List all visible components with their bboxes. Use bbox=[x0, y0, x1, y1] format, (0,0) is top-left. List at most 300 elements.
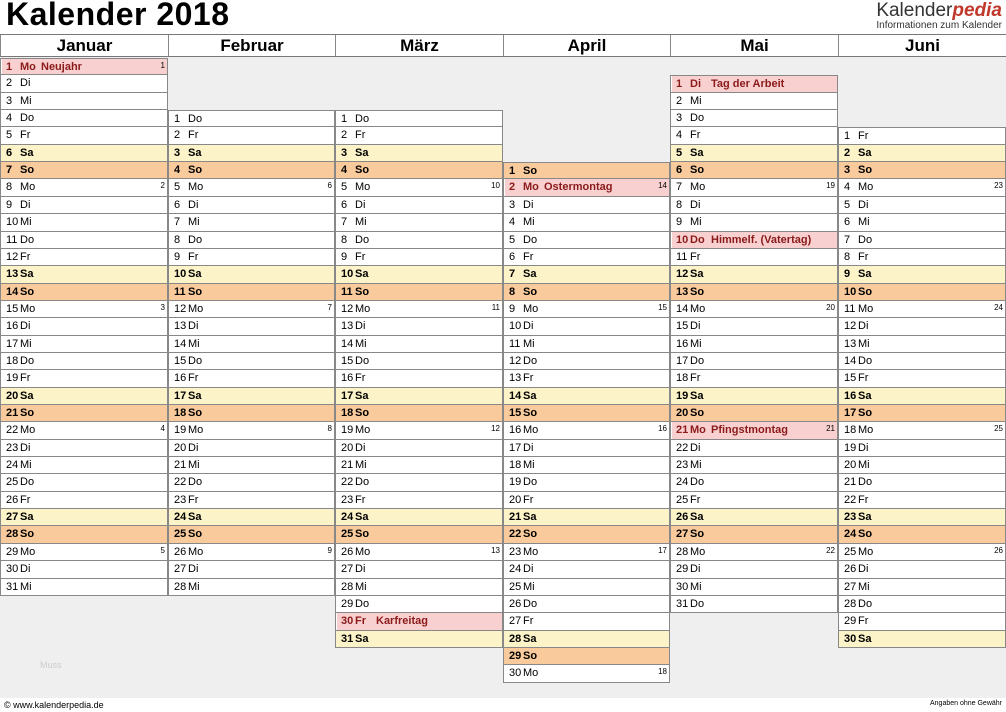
weekday: Mo bbox=[188, 424, 204, 437]
footer-copyright: © www.kalenderpedia.de bbox=[4, 700, 104, 710]
weekday: So bbox=[858, 164, 873, 177]
day-row bbox=[0, 474, 168, 491]
day-row bbox=[670, 353, 838, 370]
weekday: Di bbox=[188, 441, 199, 454]
day-number: 26 bbox=[676, 511, 689, 524]
weekday: Mo bbox=[523, 302, 539, 315]
weekday: Mo bbox=[355, 181, 371, 194]
weekday: Mi bbox=[858, 459, 870, 472]
weekday: So bbox=[20, 164, 35, 177]
day-number: 30 bbox=[844, 632, 857, 645]
weekday: Fr bbox=[355, 129, 366, 142]
weekday: Di bbox=[690, 441, 701, 454]
day-row bbox=[670, 509, 838, 526]
day-number: 12 bbox=[174, 302, 187, 315]
day-row bbox=[838, 336, 1006, 353]
weekday: Do bbox=[858, 354, 873, 367]
weekday: So bbox=[355, 285, 370, 298]
day-row bbox=[168, 388, 335, 405]
weekday: Sa bbox=[523, 389, 537, 402]
month-column bbox=[0, 35, 168, 699]
day-number: 13 bbox=[509, 372, 522, 385]
day-number: 12 bbox=[509, 354, 522, 367]
day-number: 28 bbox=[6, 528, 19, 541]
weekday: Mo bbox=[858, 424, 874, 437]
day-row bbox=[335, 336, 503, 353]
day-row bbox=[503, 336, 670, 353]
day-number: 29 bbox=[676, 563, 689, 576]
day-number: 21 bbox=[509, 511, 522, 524]
day-number: 25 bbox=[174, 528, 187, 541]
day-row bbox=[838, 162, 1006, 179]
weekday: Fr bbox=[188, 493, 199, 506]
weekday: Di bbox=[188, 198, 199, 211]
week-number: 12 bbox=[491, 424, 500, 434]
day-row bbox=[670, 214, 838, 231]
week-number: 8 bbox=[327, 424, 332, 434]
weekday: Fr bbox=[690, 250, 701, 263]
day-number: 22 bbox=[509, 528, 522, 541]
day-row bbox=[503, 665, 670, 682]
weekday: Fr bbox=[20, 250, 31, 263]
weekday: Di bbox=[188, 563, 199, 576]
day-row bbox=[335, 388, 503, 405]
day-row bbox=[503, 388, 670, 405]
day-row bbox=[335, 526, 503, 543]
week-number: 20 bbox=[826, 302, 835, 312]
day-row bbox=[838, 214, 1006, 231]
day-row bbox=[168, 526, 335, 543]
day-row bbox=[670, 318, 838, 335]
day-number: 28 bbox=[676, 545, 689, 558]
weekday: So bbox=[858, 407, 873, 419]
day-row bbox=[838, 422, 1006, 439]
day-row bbox=[168, 284, 335, 301]
day-row bbox=[168, 336, 335, 353]
day-row bbox=[335, 544, 503, 561]
weekday: Sa bbox=[858, 632, 872, 645]
day-row bbox=[670, 474, 838, 491]
day-number: 23 bbox=[509, 545, 522, 558]
holiday-name: Himmelf. (Vatertag) bbox=[711, 233, 812, 246]
weekday: Di bbox=[523, 320, 534, 333]
weekday: Di bbox=[188, 320, 199, 333]
week-number: 10 bbox=[491, 181, 500, 191]
day-number: 30 bbox=[509, 667, 522, 680]
weekday: Mi bbox=[20, 580, 32, 593]
weekday: So bbox=[188, 407, 203, 419]
week-number: 19 bbox=[826, 181, 835, 191]
day-row bbox=[335, 249, 503, 266]
weekday: So bbox=[20, 285, 35, 298]
day-row bbox=[335, 370, 503, 387]
day-number: 12 bbox=[341, 302, 354, 315]
day-number: 20 bbox=[844, 459, 857, 472]
day-row bbox=[670, 561, 838, 578]
week-number: 4 bbox=[160, 424, 165, 434]
weekday: Mi bbox=[858, 337, 870, 350]
day-row bbox=[168, 579, 335, 596]
weekday: Sa bbox=[690, 389, 704, 402]
weekday: Di bbox=[355, 320, 366, 333]
day-number: 8 bbox=[174, 233, 181, 246]
day-number: 2 bbox=[174, 129, 181, 142]
week-number: 6 bbox=[327, 181, 332, 191]
weekday: Fr bbox=[858, 372, 869, 385]
day-number: 18 bbox=[676, 372, 689, 385]
day-row bbox=[0, 110, 168, 127]
day-number: 28 bbox=[341, 580, 354, 593]
day-row bbox=[0, 75, 168, 92]
week-number: 18 bbox=[658, 667, 667, 677]
day-number: 12 bbox=[676, 268, 689, 281]
weekday: Di bbox=[355, 563, 366, 576]
day-row bbox=[838, 544, 1006, 561]
weekday: Sa bbox=[188, 268, 202, 281]
day-number: 12 bbox=[844, 320, 857, 333]
day-number: 20 bbox=[676, 407, 689, 419]
weekday: Sa bbox=[858, 389, 872, 402]
day-number: 15 bbox=[844, 372, 857, 385]
day-number: 14 bbox=[174, 337, 187, 350]
day-number: 5 bbox=[509, 233, 516, 246]
weekday: Sa bbox=[355, 389, 369, 402]
day-number: 11 bbox=[341, 285, 353, 298]
day-row bbox=[670, 370, 838, 387]
weekday: So bbox=[523, 528, 538, 541]
week-number: 2 bbox=[160, 181, 165, 191]
day-number: 15 bbox=[676, 320, 689, 333]
day-number: 3 bbox=[844, 164, 851, 177]
day-row bbox=[0, 509, 168, 526]
weekday: Sa bbox=[690, 268, 704, 281]
day-number: 3 bbox=[6, 94, 13, 107]
day-row bbox=[0, 58, 168, 75]
day-row bbox=[503, 284, 670, 301]
day-number: 1 bbox=[174, 113, 181, 126]
day-row bbox=[503, 648, 670, 665]
day-number: 2 bbox=[6, 77, 13, 90]
day-number: 17 bbox=[174, 389, 187, 402]
day-number: 10 bbox=[6, 216, 19, 229]
weekday: Mo bbox=[690, 424, 706, 437]
week-number: 5 bbox=[160, 545, 165, 555]
day-row bbox=[335, 561, 503, 578]
day-number: 3 bbox=[341, 146, 348, 159]
weekday: Di bbox=[858, 441, 869, 454]
weekday: Fr bbox=[20, 493, 31, 506]
day-row bbox=[0, 405, 168, 422]
day-row bbox=[503, 353, 670, 370]
day-row bbox=[0, 301, 168, 318]
day-row bbox=[670, 596, 838, 613]
weekday: Fr bbox=[523, 372, 534, 385]
weekday: So bbox=[523, 649, 538, 662]
day-row bbox=[503, 492, 670, 509]
weekday: Fr bbox=[523, 493, 534, 506]
holiday-name: Karfreitag bbox=[376, 615, 428, 628]
day-number: 25 bbox=[844, 545, 857, 558]
day-number: 18 bbox=[341, 407, 354, 419]
weekday: Do bbox=[523, 476, 538, 489]
day-row bbox=[838, 579, 1006, 596]
day-row bbox=[838, 526, 1006, 543]
day-row bbox=[838, 127, 1006, 144]
day-number: 4 bbox=[6, 112, 13, 125]
day-row bbox=[335, 457, 503, 474]
weekday: Mo bbox=[20, 302, 36, 315]
day-number: 4 bbox=[844, 181, 851, 194]
day-number: 11 bbox=[844, 302, 856, 315]
day-row bbox=[335, 631, 503, 648]
day-number: 27 bbox=[6, 511, 19, 524]
weekday: Mo bbox=[523, 667, 539, 680]
day-number: 18 bbox=[6, 354, 19, 367]
day-row bbox=[838, 318, 1006, 335]
weekday: Sa bbox=[523, 268, 537, 281]
day-number: 21 bbox=[676, 424, 689, 437]
day-row bbox=[168, 214, 335, 231]
month-column bbox=[503, 35, 670, 699]
weekday: Do bbox=[355, 354, 370, 367]
weekday: Do bbox=[355, 597, 370, 610]
day-number: 13 bbox=[6, 268, 19, 281]
weekday: Mi bbox=[858, 580, 870, 593]
day-row bbox=[670, 579, 838, 596]
day-number: 7 bbox=[844, 233, 851, 246]
weekday: So bbox=[690, 528, 705, 541]
day-number: 7 bbox=[6, 164, 13, 177]
day-number: 5 bbox=[844, 198, 851, 211]
day-row bbox=[0, 440, 168, 457]
weekday: Sa bbox=[523, 632, 537, 645]
day-row bbox=[503, 561, 670, 578]
day-number: 21 bbox=[341, 459, 354, 472]
day-number: 24 bbox=[509, 563, 522, 576]
weekday: So bbox=[20, 407, 35, 419]
weekday: Do bbox=[523, 354, 538, 367]
day-row bbox=[838, 440, 1006, 457]
weekday: Mo bbox=[523, 545, 539, 558]
day-row bbox=[168, 561, 335, 578]
day-row bbox=[335, 284, 503, 301]
day-number: 31 bbox=[676, 597, 689, 610]
day-number: 19 bbox=[341, 424, 354, 437]
day-number: 1 bbox=[844, 130, 851, 143]
day-number: 1 bbox=[6, 61, 13, 73]
day-number: 1 bbox=[509, 165, 516, 178]
day-number: 5 bbox=[676, 146, 683, 159]
month-header: März bbox=[335, 35, 503, 57]
week-number: 23 bbox=[994, 181, 1003, 191]
weekday: Mi bbox=[20, 337, 32, 350]
weekday: Mi bbox=[523, 216, 535, 229]
day-number: 6 bbox=[6, 146, 13, 159]
day-row bbox=[670, 336, 838, 353]
weekday: Fr bbox=[355, 250, 366, 263]
weekday: Mo bbox=[20, 424, 36, 437]
day-number: 24 bbox=[844, 528, 857, 541]
day-number: 21 bbox=[844, 476, 857, 489]
day-number: 19 bbox=[844, 441, 857, 454]
holiday-name: Pfingstmontag bbox=[711, 424, 788, 437]
day-number: 25 bbox=[676, 493, 689, 506]
day-row bbox=[503, 579, 670, 596]
day-row bbox=[168, 179, 335, 196]
weekday: Fr bbox=[690, 493, 701, 506]
weekday: Sa bbox=[690, 146, 704, 159]
day-number: 6 bbox=[844, 216, 851, 229]
day-number: 22 bbox=[174, 476, 187, 489]
week-number: 24 bbox=[994, 302, 1003, 312]
weekday: Mo bbox=[523, 181, 539, 194]
day-number: 13 bbox=[676, 285, 689, 298]
day-row bbox=[838, 492, 1006, 509]
weekday: Mi bbox=[690, 459, 702, 472]
day-row bbox=[168, 353, 335, 370]
weekday: Mo bbox=[858, 302, 874, 315]
weekday: Mi bbox=[523, 580, 535, 593]
faint-text: Muss bbox=[40, 660, 62, 670]
day-row bbox=[503, 370, 670, 387]
weekday: Mi bbox=[20, 94, 32, 107]
day-row bbox=[335, 318, 503, 335]
week-number: 26 bbox=[994, 545, 1003, 555]
day-number: 19 bbox=[6, 372, 19, 385]
weekday: Sa bbox=[858, 268, 872, 281]
day-number: 18 bbox=[844, 424, 857, 437]
day-number: 1 bbox=[676, 78, 683, 91]
weekday: Do bbox=[690, 233, 705, 246]
weekday: Fr bbox=[858, 493, 869, 506]
day-row bbox=[335, 214, 503, 231]
weekday: Di bbox=[690, 563, 701, 576]
weekday: So bbox=[355, 528, 370, 541]
weekday: Sa bbox=[188, 511, 202, 524]
weekday: Mi bbox=[20, 216, 32, 229]
day-row bbox=[838, 509, 1006, 526]
day-row bbox=[670, 492, 838, 509]
day-number: 20 bbox=[174, 441, 187, 454]
day-row bbox=[168, 405, 335, 422]
day-row bbox=[168, 127, 335, 144]
day-row bbox=[335, 422, 503, 439]
weekday: Mo bbox=[690, 545, 706, 558]
weekday: So bbox=[523, 165, 538, 178]
weekday: Do bbox=[188, 476, 203, 489]
day-number: 29 bbox=[341, 597, 354, 610]
logo-brand: Kalenderpedia bbox=[876, 0, 1002, 21]
day-number: 15 bbox=[341, 354, 354, 367]
day-row bbox=[168, 492, 335, 509]
day-number: 20 bbox=[6, 389, 19, 402]
day-row bbox=[0, 526, 168, 543]
day-row bbox=[0, 93, 168, 110]
day-row bbox=[503, 301, 670, 318]
day-row bbox=[335, 474, 503, 491]
day-number: 26 bbox=[174, 545, 187, 558]
day-number: 9 bbox=[676, 216, 683, 229]
day-row bbox=[168, 197, 335, 214]
day-number: 15 bbox=[174, 354, 187, 367]
day-row bbox=[503, 613, 670, 630]
day-row bbox=[168, 457, 335, 474]
day-number: 16 bbox=[174, 372, 187, 385]
day-number: 30 bbox=[676, 580, 689, 593]
month-header: Januar bbox=[0, 35, 168, 57]
weekday: Di bbox=[690, 78, 701, 91]
day-row bbox=[0, 457, 168, 474]
day-row bbox=[335, 145, 503, 162]
weekday: Mo bbox=[355, 424, 371, 437]
weekday: So bbox=[355, 407, 370, 419]
day-row bbox=[838, 561, 1006, 578]
day-row bbox=[503, 214, 670, 231]
weekday: Do bbox=[20, 476, 35, 489]
day-row bbox=[503, 179, 670, 196]
weekday: Sa bbox=[690, 511, 704, 524]
weekday: Sa bbox=[523, 511, 537, 524]
day-row bbox=[0, 561, 168, 578]
day-row bbox=[838, 353, 1006, 370]
day-number: 16 bbox=[6, 320, 19, 333]
week-number: 7 bbox=[327, 302, 332, 312]
weekday: So bbox=[690, 407, 705, 419]
day-row bbox=[0, 266, 168, 283]
weekday: Mo bbox=[355, 545, 371, 558]
weekday: Mo bbox=[188, 181, 204, 194]
weekday: Di bbox=[355, 198, 366, 211]
day-row bbox=[335, 492, 503, 509]
day-number: 7 bbox=[174, 216, 181, 229]
day-row bbox=[838, 145, 1006, 162]
weekday: Mi bbox=[355, 580, 367, 593]
day-number: 17 bbox=[6, 337, 19, 350]
weekday: Fr bbox=[690, 372, 701, 385]
weekday: Do bbox=[355, 476, 370, 489]
day-row bbox=[0, 422, 168, 439]
weekday: Mi bbox=[355, 337, 367, 350]
weekday: Mo bbox=[858, 181, 874, 194]
weekday: Mi bbox=[690, 580, 702, 593]
weekday: Di bbox=[690, 320, 701, 333]
weekday: Sa bbox=[20, 389, 34, 402]
day-row bbox=[670, 544, 838, 561]
weekday: Mo bbox=[20, 181, 36, 194]
day-row bbox=[168, 318, 335, 335]
weekday: Fr bbox=[858, 130, 869, 143]
day-number: 10 bbox=[509, 320, 522, 333]
day-row bbox=[335, 596, 503, 613]
day-row bbox=[335, 110, 503, 127]
day-row bbox=[670, 284, 838, 301]
weekday: Di bbox=[20, 441, 31, 454]
week-number: 22 bbox=[826, 545, 835, 555]
day-number: 27 bbox=[844, 580, 857, 593]
day-number: 3 bbox=[509, 198, 516, 211]
weekday: Do bbox=[858, 476, 873, 489]
weekday: Di bbox=[523, 563, 534, 576]
day-row bbox=[0, 232, 168, 249]
day-row bbox=[335, 405, 503, 422]
weekday: Fr bbox=[858, 615, 869, 628]
day-row bbox=[335, 127, 503, 144]
day-number: 26 bbox=[6, 493, 19, 506]
weekday: Mi bbox=[20, 459, 32, 472]
day-row bbox=[0, 249, 168, 266]
day-row bbox=[838, 388, 1006, 405]
day-number: 23 bbox=[844, 511, 857, 524]
